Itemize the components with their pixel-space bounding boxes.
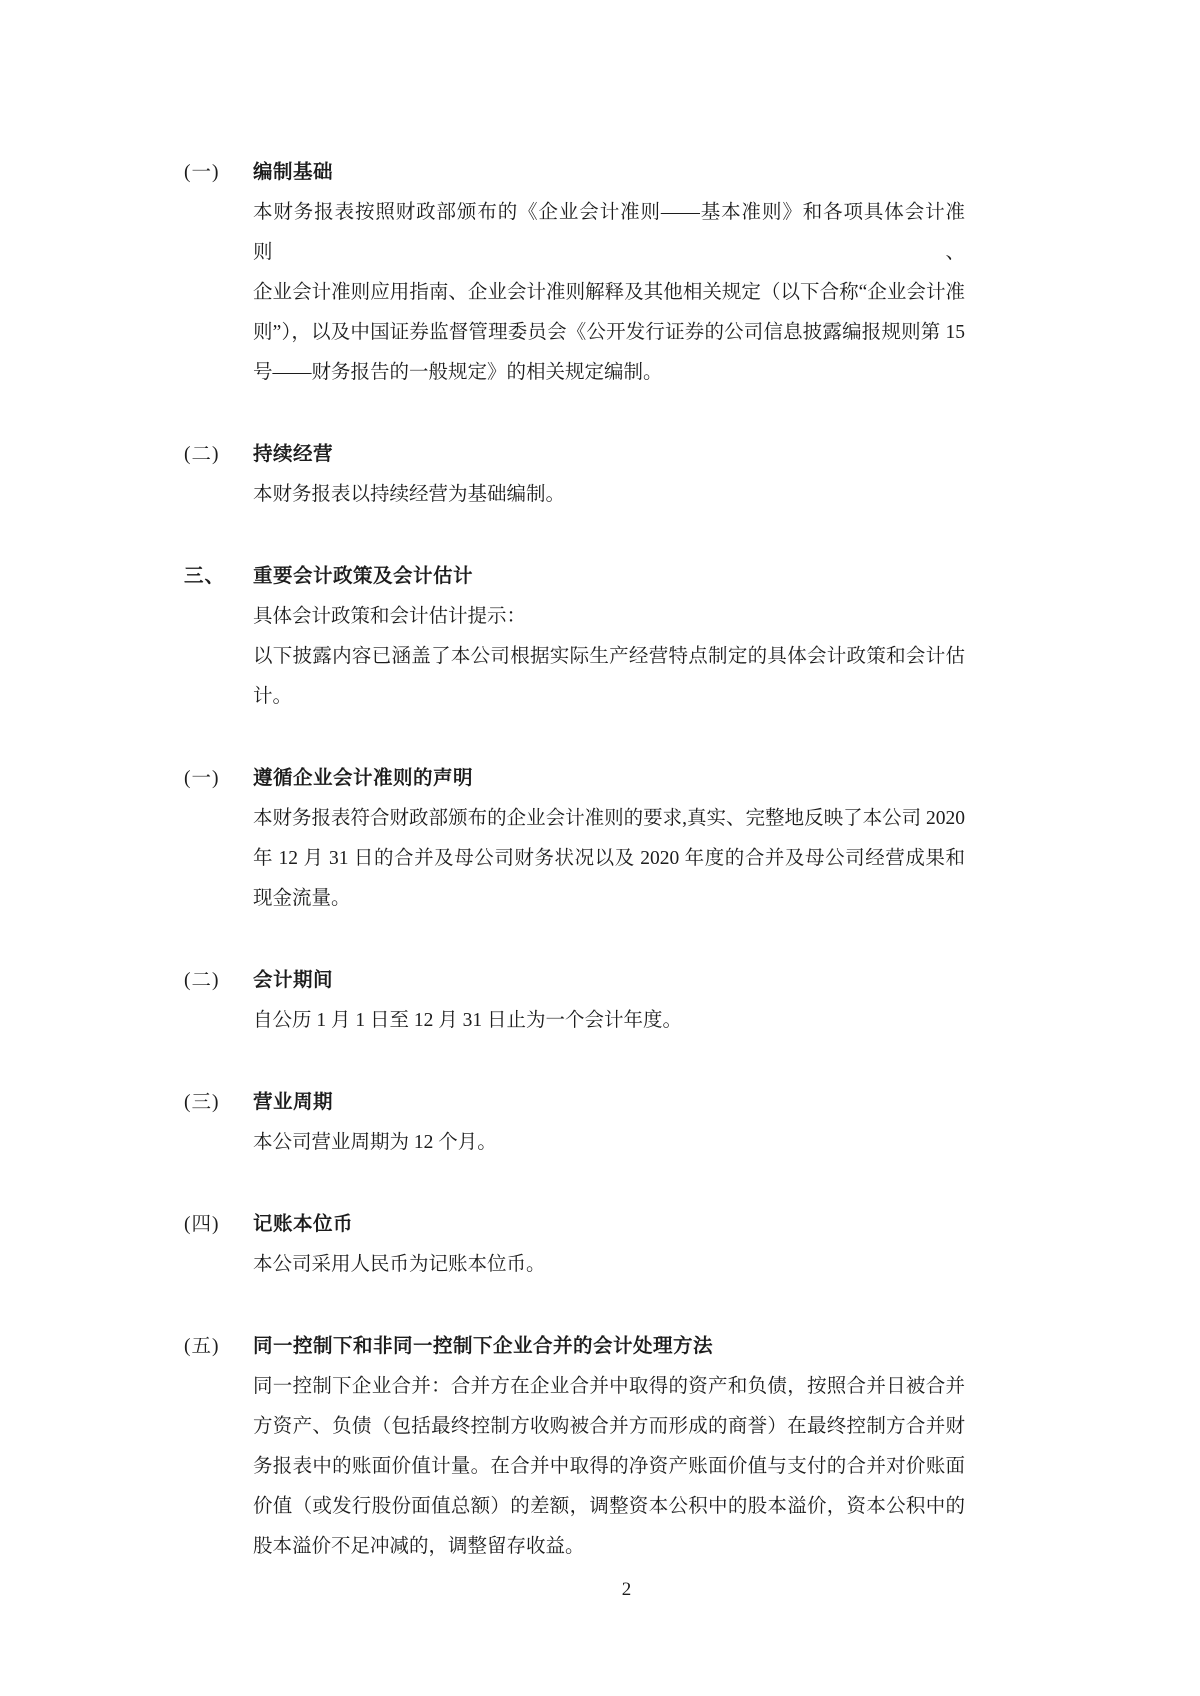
section-title: 编制基础 [253,162,334,183]
page-footer [236,1570,1017,1610]
paragraph-line: 本财务报表以持续经营为基础编制。 [253,484,566,505]
paragraph-line: 务报表中的账面价值计量。在合并中取得的净资产账面价值与支付的合并对价账面 [253,1456,965,1477]
section-title: 会计期间 [253,970,334,991]
paragraph-line: 现金流量。 [253,888,351,909]
section-heading [184,1083,965,1123]
section-body [253,475,965,515]
section-number: (二) [184,444,220,465]
section-title: 营业周期 [253,1092,334,1113]
section-title: 持续经营 [253,444,334,465]
section [184,1205,965,1285]
section [184,961,965,1041]
paragraph-line: 本财务报表按照财政部颁布的《企业会计准则——基本准则》和各项具体会计准则、 [253,202,965,263]
section-body [253,799,965,919]
section-number: (三) [184,1092,220,1113]
paragraph-line: 价值（或发行股份面值总额）的差额，调整资本公积中的股本溢价，资本公积中的 [253,1496,965,1517]
paragraph-line: 企业会计准则应用指南、企业会计准则解释及其他相关规定（以下合称“企业会计准 [253,282,965,303]
paragraph-line: 同一控制下企业合并：合并方在企业合并中取得的资产和负债，按照合并日被合并 [253,1376,965,1397]
paragraph-line: 号——财务报告的一般规定》的相关规定编制。 [253,362,663,383]
page-number: 2 [621,1579,632,1600]
section [184,435,965,515]
section-title: 遵循企业会计准则的声明 [253,768,474,789]
section-heading [184,1205,965,1245]
section-number: (一) [184,768,220,789]
section-number: (五) [184,1336,220,1357]
section-heading [184,961,965,1001]
section [184,759,965,919]
paragraph-line: 则”），以及中国证券监督管理委员会《公开发行证券的公司信息披露编报规则第 15 [253,322,965,343]
section-number: (一) [184,162,220,183]
paragraph-line: 本财务报表符合财政部颁布的企业会计准则的要求,真实、完整地反映了本公司 2020 [253,808,965,829]
section-number: 三、 [184,566,226,587]
section-heading [184,557,965,597]
section [184,153,965,393]
paragraph-line: 以下披露内容已涵盖了本公司根据实际生产经营特点制定的具体会计政策和会计估 [253,646,965,667]
paragraph-line: 本公司营业周期为 12 个月。 [253,1132,497,1153]
section-title: 重要会计政策及会计估计 [253,566,474,587]
section-heading [184,1327,965,1367]
section-heading [184,759,965,799]
paragraph-line: 本公司采用人民币为记账本位币。 [253,1254,546,1275]
section-body [253,1245,965,1285]
section-heading [184,435,965,475]
section [184,1083,965,1163]
paragraph-line: 具体会计政策和会计估计提示： [253,606,527,627]
section-body [253,597,965,717]
section-heading [184,153,965,193]
section [184,1327,965,1567]
paragraph-line: 年 12 月 31 日的合并及母公司财务状况以及 2020 年度的合并及母公司经营成果和 [253,848,965,869]
paragraph-line: 股本溢价不足冲减的，调整留存收益。 [253,1536,585,1557]
paragraph-line: 计。 [253,686,293,707]
paragraph-line: 自公历 1 月 1 日至 12 月 31 日止为一个会计年度。 [253,1010,683,1031]
section-number: (二) [184,970,220,991]
section-title: 记账本位币 [253,1214,354,1235]
sections-container [184,153,965,1567]
section-number: (四) [184,1214,220,1235]
paragraph-line: 方资产、负债（包括最终控制方收购被合并方而形成的商誉）在最终控制方合并财 [253,1416,965,1437]
section-title: 同一控制下和非同一控制下企业合并的会计处理方法 [253,1336,714,1357]
section [184,557,965,717]
section-body [253,193,965,393]
section-body [253,1123,965,1163]
section-body [253,1001,965,1041]
section-body [253,1367,965,1567]
